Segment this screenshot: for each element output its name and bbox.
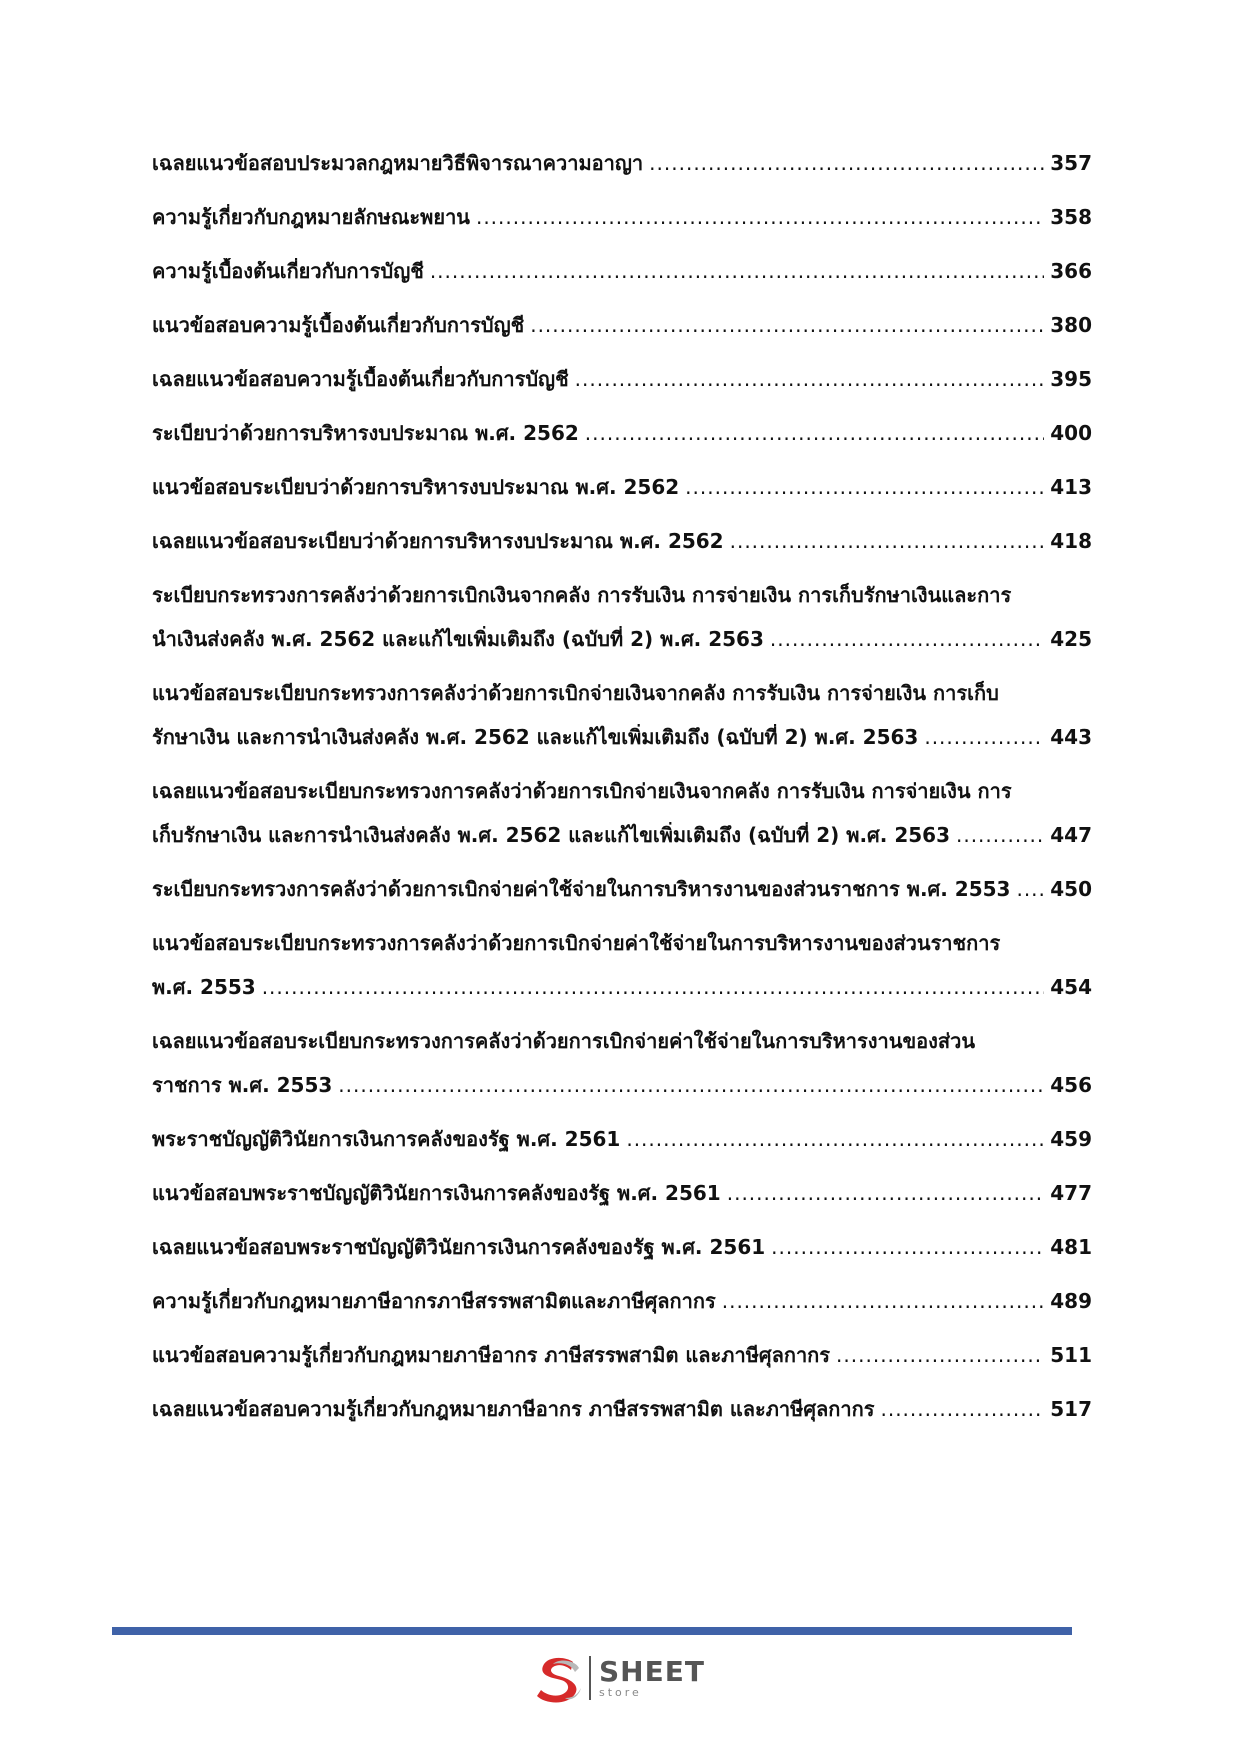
toc-page-number: 456: [1050, 1073, 1092, 1097]
toc-entry[interactable]: [152, 1342, 1092, 1368]
toc-entry-line: [152, 474, 1092, 500]
toc-leader-dots: [880, 1396, 1044, 1422]
toc-entry-title: เฉลยแนวข้อสอบระเบียบว่าด้วยการบริหารงบประมาณ พ.ศ. 2562: [152, 529, 724, 553]
toc-entry-title: เฉลยแนวข้อสอบพระราชบัญญัติวินัยการเงินการคลังของรัฐ พ.ศ. 2561: [152, 1235, 766, 1259]
toc-entry-title: ระเบียบว่าด้วยการบริหารงบประมาณ พ.ศ. 2562: [152, 421, 579, 445]
toc-page-number: 413: [1050, 475, 1092, 499]
toc-entry-line: [152, 1072, 1092, 1098]
toc-entry-title: ความรู้เกี่ยวกับกฎหมายลักษณะพยาน: [152, 205, 470, 229]
toc-entry[interactable]: [152, 876, 1092, 902]
toc-entry-line: [152, 258, 1092, 284]
toc-entry[interactable]: [152, 1396, 1092, 1422]
logo-brand-sub: store: [599, 1686, 642, 1699]
toc-entry-line: [152, 724, 1092, 750]
toc-entry[interactable]: [152, 1180, 1092, 1206]
toc-entry-line: [152, 1126, 1092, 1152]
toc-page-number: 366: [1050, 259, 1092, 283]
sheet-store-logo: [535, 1650, 705, 1706]
toc-page-number: 443: [1050, 725, 1092, 749]
toc-page-number: 511: [1050, 1343, 1092, 1367]
toc-entry-line: [152, 822, 1092, 848]
toc-leader-dots: [262, 974, 1045, 1000]
toc-leader-dots: [649, 150, 1044, 176]
toc-page-number: 477: [1050, 1181, 1092, 1205]
toc-entry-line: [152, 680, 1092, 706]
toc-entry[interactable]: [152, 258, 1092, 284]
toc-entry-title: เฉลยแนวข้อสอบความรู้เบื้องต้นเกี่ยวกับการบัญชี: [152, 367, 569, 391]
toc-entry[interactable]: [152, 1126, 1092, 1152]
toc-leader-dots: [722, 1288, 1045, 1314]
toc-entry[interactable]: [152, 1234, 1092, 1260]
toc-entry[interactable]: [152, 930, 1092, 1000]
toc-leader-dots: [575, 366, 1045, 392]
toc-leader-dots: [924, 724, 1044, 750]
toc-page-number: 357: [1050, 151, 1092, 175]
toc-entry[interactable]: [152, 1028, 1092, 1098]
toc-page-number: 481: [1050, 1235, 1092, 1259]
toc-page-number: 450: [1050, 877, 1092, 901]
toc-entry[interactable]: [152, 1288, 1092, 1314]
toc-entry-title: พ.ศ. 2553: [152, 975, 256, 999]
toc-page-number: 447: [1050, 823, 1092, 847]
toc-entry-line: [152, 1342, 1092, 1368]
toc-entry-line: [152, 582, 1092, 608]
logo-brand: SHEET: [599, 1655, 705, 1688]
toc-leader-dots: [585, 420, 1044, 446]
toc-page-number: 454: [1050, 975, 1092, 999]
toc-entry-line: [152, 930, 1092, 956]
toc-entry-line: [152, 312, 1092, 338]
toc-leader-dots: [430, 258, 1044, 284]
toc-entry-title: เก็บรักษาเงิน และการนำเงินส่งคลัง พ.ศ. 2562 และแก้ไขเพิ่มเติมถึง (ฉบับที่ 2) พ.ศ. 2563: [152, 823, 950, 847]
footer-divider: [112, 1627, 1072, 1635]
sheet-store-logo-icon: [535, 1652, 583, 1704]
toc-entry-line: [152, 528, 1092, 554]
toc-leader-dots: [730, 528, 1045, 554]
toc-leader-dots: [338, 1072, 1044, 1098]
toc-entry-title: ความรู้เบื้องต้นเกี่ยวกับการบัญชี: [152, 259, 424, 283]
toc-entry-line: [152, 1288, 1092, 1314]
toc-entry-line: [152, 974, 1092, 1000]
toc-entry-title: นำเงินส่งคลัง พ.ศ. 2562 และแก้ไขเพิ่มเติมถึง (ฉบับที่ 2) พ.ศ. 2563: [152, 627, 764, 651]
toc-entry[interactable]: [152, 366, 1092, 392]
logo-separator: [589, 1656, 591, 1700]
toc-page-number: 489: [1050, 1289, 1092, 1313]
toc-entry[interactable]: [152, 204, 1092, 230]
toc-entry-title: แนวข้อสอบความรู้เกี่ยวกับกฎหมายภาษีอากร ภาษีสรรพสามิต และภาษีศุลกากร: [152, 1343, 831, 1367]
toc-entry-title: ราชการ พ.ศ. 2553: [152, 1073, 333, 1097]
toc-entry[interactable]: [152, 778, 1092, 848]
toc-entry-line: [152, 366, 1092, 392]
toc-entry-title: ระเบียบกระทรวงการคลังว่าด้วยการเบิกจ่ายค่าใช้จ่ายในการบริหารงานของส่วนราชการ พ.ศ. 2553: [152, 877, 1011, 901]
toc-leader-dots: [770, 626, 1044, 652]
toc-entry[interactable]: [152, 582, 1092, 652]
toc-entry[interactable]: [152, 474, 1092, 500]
toc-entry-line: [152, 150, 1092, 176]
toc-entry-title: ความรู้เกี่ยวกับกฎหมายภาษีอากรภาษีสรรพสามิตและภาษีศุลกากร: [152, 1289, 716, 1313]
toc-page-number: 425: [1050, 627, 1092, 651]
toc-entry-title: รักษาเงิน และการนำเงินส่งคลัง พ.ศ. 2562 และแก้ไขเพิ่มเติมถึง (ฉบับที่ 2) พ.ศ. 2563: [152, 725, 919, 749]
toc-leader-dots: [956, 822, 1044, 848]
toc-entry-line: [152, 626, 1092, 652]
toc-entry-title: เฉลยแนวข้อสอบประมวลกฎหมายวิธีพิจารณาความอาญา: [152, 151, 644, 175]
toc-page-number: 395: [1050, 367, 1092, 391]
toc-leader-dots: [530, 312, 1044, 338]
toc-entry-title: ระเบียบกระทรวงการคลังว่าด้วยการเบิกเงินจากคลัง การรับเงิน การจ่ายเงิน การเก็บรักษาเงินและการ: [152, 583, 1012, 607]
toc-leader-dots: [727, 1180, 1045, 1206]
toc-entry-title: เฉลยแนวข้อสอบระเบียบกระทรวงการคลังว่าด้วยการเบิกจ่ายเงินจากคลัง การรับเงิน การจ่ายเงิน การ: [152, 779, 1012, 803]
toc-entry-line: [152, 1234, 1092, 1260]
logo-wordmark: [599, 1655, 705, 1699]
toc-page-number: 418: [1050, 529, 1092, 553]
toc-page-number: 459: [1050, 1127, 1092, 1151]
toc-entry-line: [152, 876, 1092, 902]
toc-page-number: 358: [1050, 205, 1092, 229]
toc-entry-title: แนวข้อสอบพระราชบัญญัติวินัยการเงินการคลังของรัฐ พ.ศ. 2561: [152, 1181, 721, 1205]
toc-entry-title: เฉลยแนวข้อสอบระเบียบกระทรวงการคลังว่าด้วยการเบิกจ่ายค่าใช้จ่ายในการบริหารงานของส่วน: [152, 1029, 975, 1053]
toc-page-number: 400: [1050, 421, 1092, 445]
toc-entry-line: [152, 1396, 1092, 1422]
toc-entry-line: [152, 778, 1092, 804]
toc-entry-line: [152, 1028, 1092, 1054]
toc-leader-dots: [476, 204, 1044, 230]
toc-entry-title: พระราชบัญญัติวินัยการเงินการคลังของรัฐ พ.ศ. 2561: [152, 1127, 621, 1151]
toc-entry[interactable]: [152, 150, 1092, 176]
toc-entry-line: [152, 420, 1092, 446]
toc-entry-title: แนวข้อสอบระเบียบว่าด้วยการบริหารงบประมาณ พ.ศ. 2562: [152, 475, 680, 499]
toc-page-number: 380: [1050, 313, 1092, 337]
toc-entry-line: [152, 204, 1092, 230]
toc-entry-title: แนวข้อสอบระเบียบกระทรวงการคลังว่าด้วยการเบิกจ่ายค่าใช้จ่ายในการบริหารงานของส่วนราชการ: [152, 931, 1001, 955]
toc-leader-dots: [1016, 876, 1044, 902]
toc-leader-dots: [771, 1234, 1044, 1260]
toc-leader-dots: [626, 1126, 1044, 1152]
toc-entry[interactable]: [152, 420, 1092, 446]
toc-entry[interactable]: [152, 312, 1092, 338]
toc-entry-title: เฉลยแนวข้อสอบความรู้เกี่ยวกับกฎหมายภาษีอากร ภาษีสรรพสามิต และภาษีศุลกากร: [152, 1397, 875, 1421]
table-of-contents: [152, 150, 1092, 1450]
toc-entry-title: แนวข้อสอบระเบียบกระทรวงการคลังว่าด้วยการเบิกจ่ายเงินจากคลัง การรับเงิน การจ่ายเงิน การเก็บ: [152, 681, 999, 705]
toc-page-number: 517: [1050, 1397, 1092, 1421]
toc-entry[interactable]: [152, 528, 1092, 554]
toc-leader-dots: [836, 1342, 1044, 1368]
toc-entry[interactable]: [152, 680, 1092, 750]
toc-entry-line: [152, 1180, 1092, 1206]
toc-leader-dots: [685, 474, 1044, 500]
toc-entry-title: แนวข้อสอบความรู้เบื้องต้นเกี่ยวกับการบัญชี: [152, 313, 525, 337]
